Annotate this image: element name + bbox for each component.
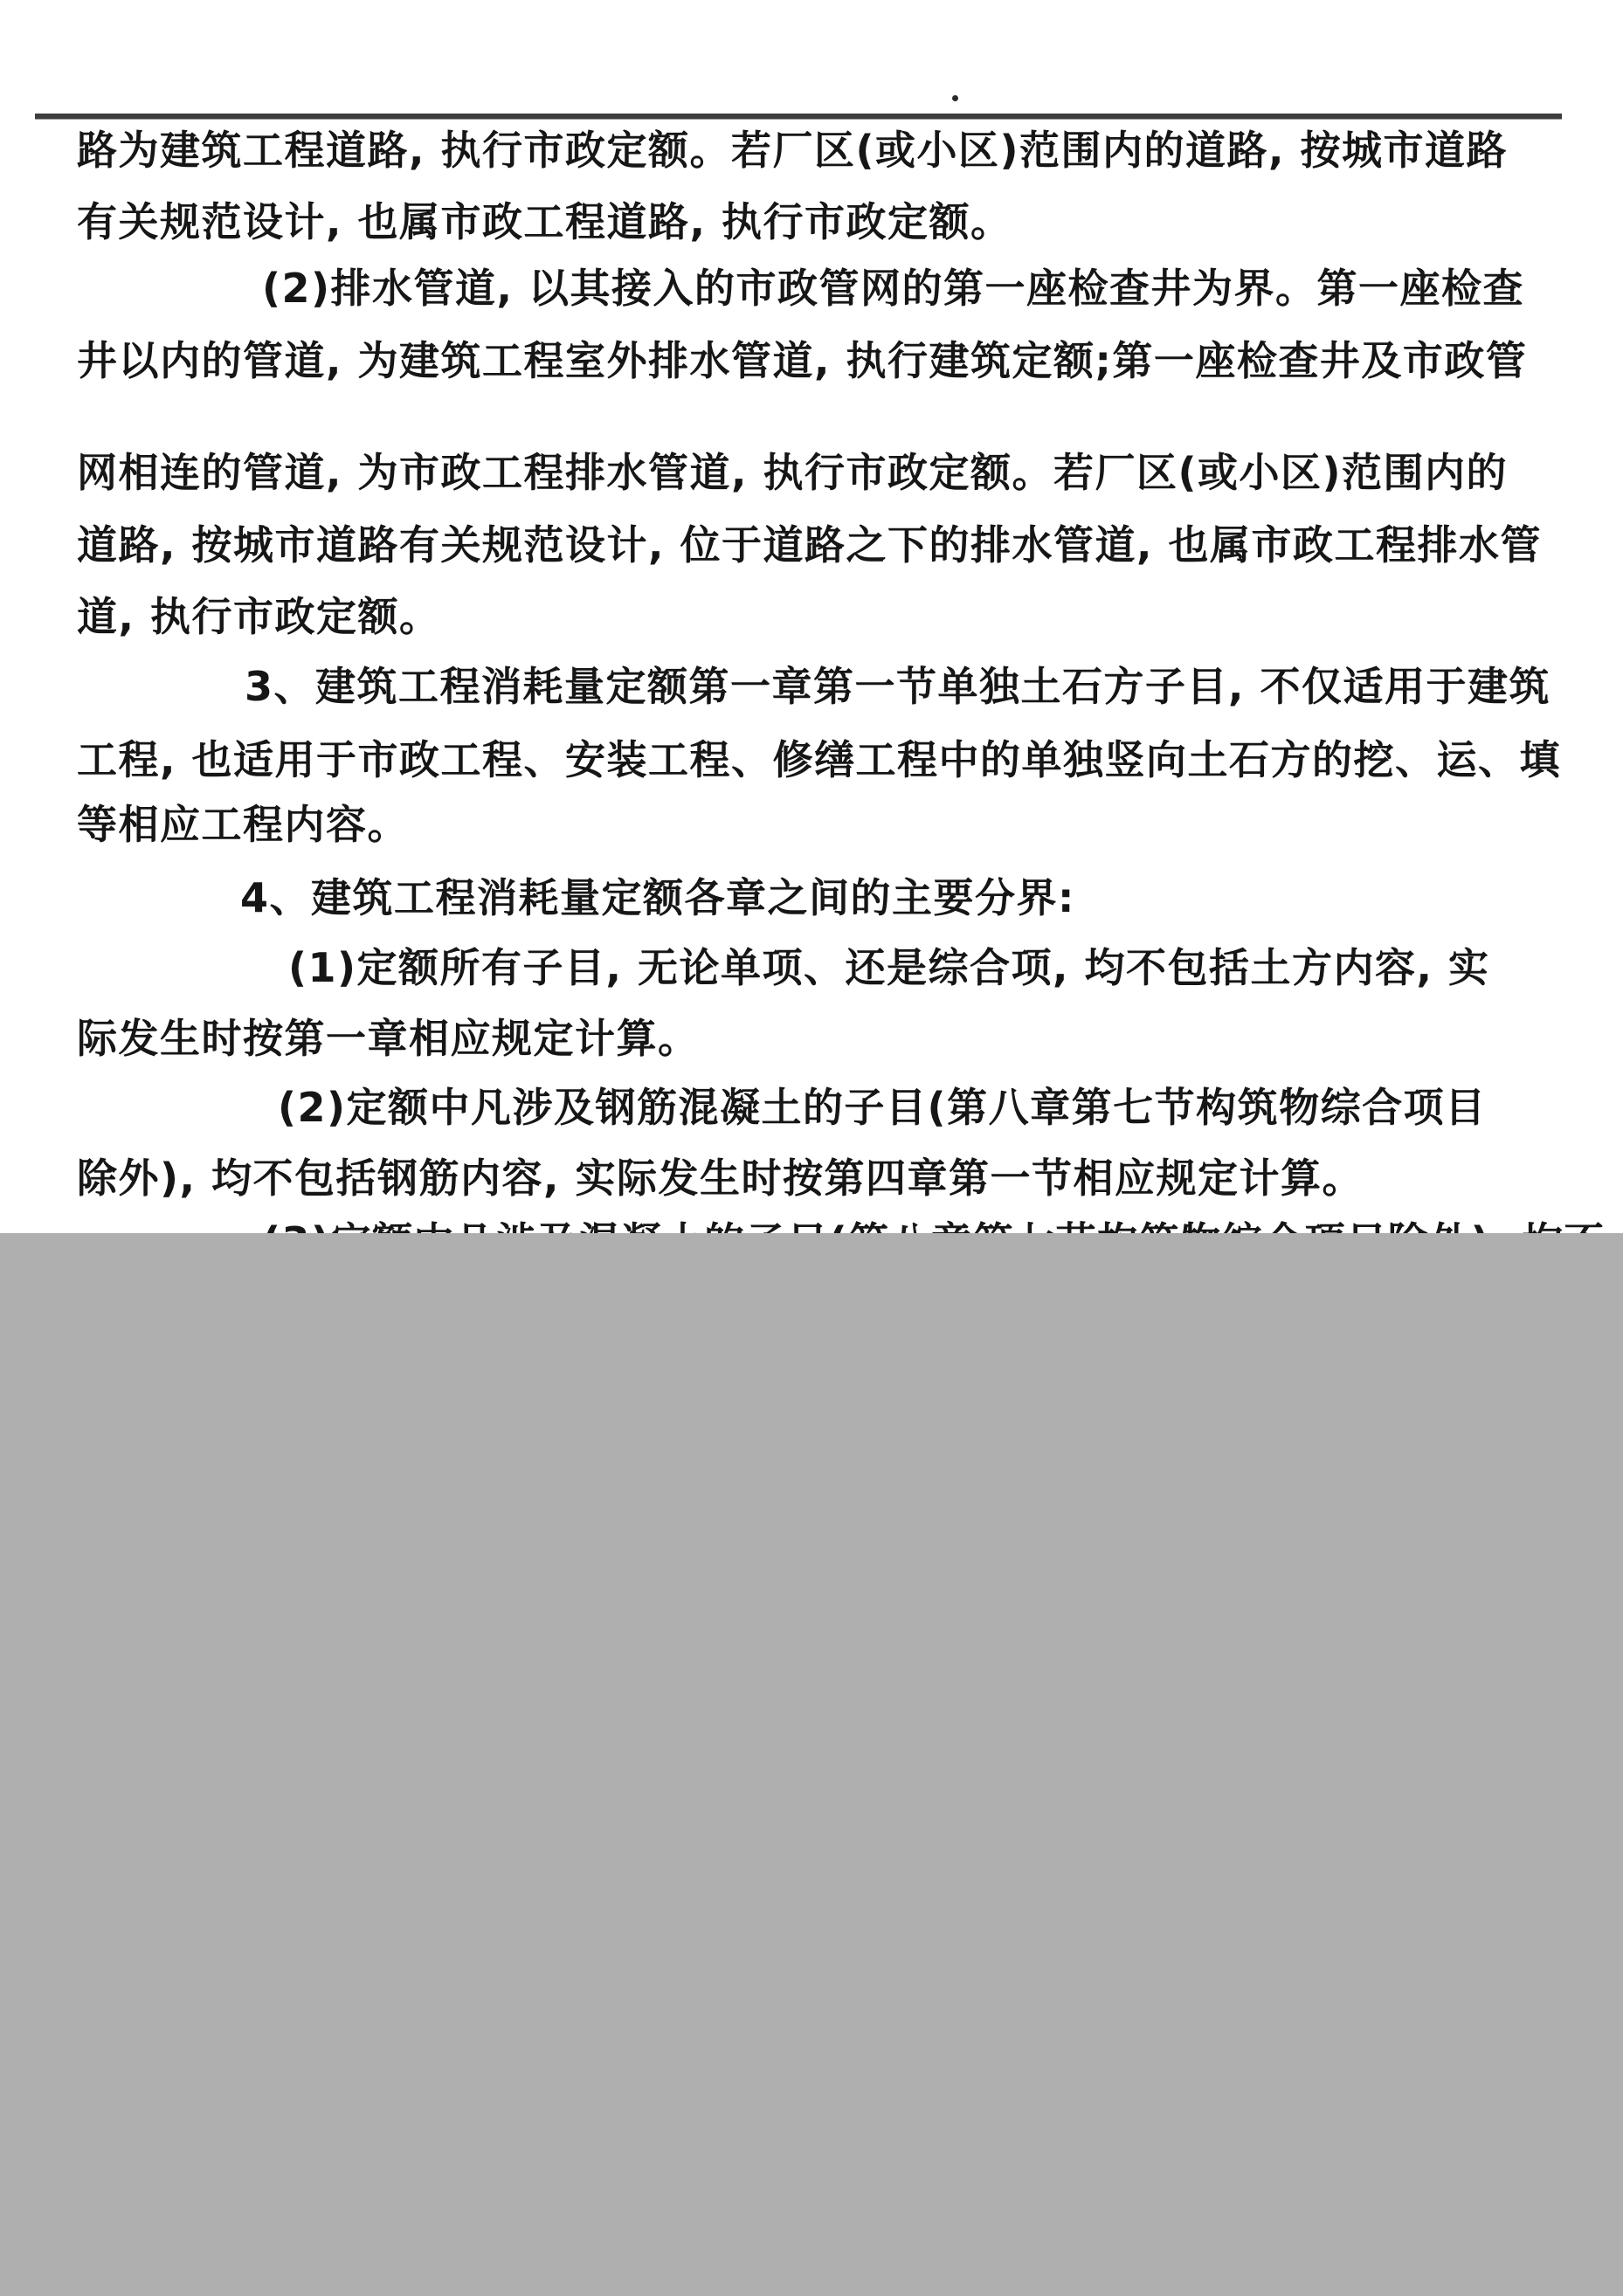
text-line: 道, 执行市政定额。 <box>77 593 441 640</box>
gray-overlay-block <box>0 1233 1623 2296</box>
text-line: 4、建筑工程消耗量定额各章之间的主要分界: <box>240 874 1075 921</box>
text-line: 网相连的管道, 为市政工程排水管道, 执行市政定额。若厂区(或小区)范围内的 <box>77 449 1509 496</box>
text-line: 道路, 按城市道路有关规范设计, 位于道路之下的排水管道, 也属市政工程排水管 <box>77 521 1542 569</box>
stray-dot <box>952 95 958 101</box>
text-line: 路为建筑工程道路, 执行市政定额。若厂区(或小区)范围内的道路, 按城市道路 <box>77 127 1509 174</box>
text-line: 工程, 也适用于市政工程、安装工程、修缮工程中的单独竖向土石方的挖、运、填 <box>77 736 1561 783</box>
text-line: 3、建筑工程消耗量定额第一章第一节单独土石方子目, 不仅适用于建筑 <box>245 663 1550 710</box>
text-line: (2)排水管道, 以其接入的市政管网的第一座检查井为界。第一座检查 <box>262 265 1525 312</box>
text-line: (2)定额中凡涉及钢筋混凝土的子目(第八章第七节构筑物综合项目 <box>278 1084 1487 1131</box>
text-line: 等相应工程内容。 <box>77 801 409 848</box>
text-line: (1)定额所有子目, 无论单项、还是综合项, 均不包括土方内容, 实 <box>288 944 1490 991</box>
text-line: 井以内的管道, 为建筑工程室外排水管道, 执行建筑定额;第一座检查井及市政管 <box>77 337 1528 384</box>
text-line: 际发生时按第一章相应规定计算。 <box>77 1015 700 1062</box>
header-rule <box>35 114 1562 120</box>
text-line: 有关规范设计, 也属市政工程道路, 执行市政定额。 <box>77 198 1012 245</box>
text-line: 除外), 均不包括钢筋内容, 实际发生时按第四章第一节相应规定计算。 <box>77 1155 1364 1202</box>
